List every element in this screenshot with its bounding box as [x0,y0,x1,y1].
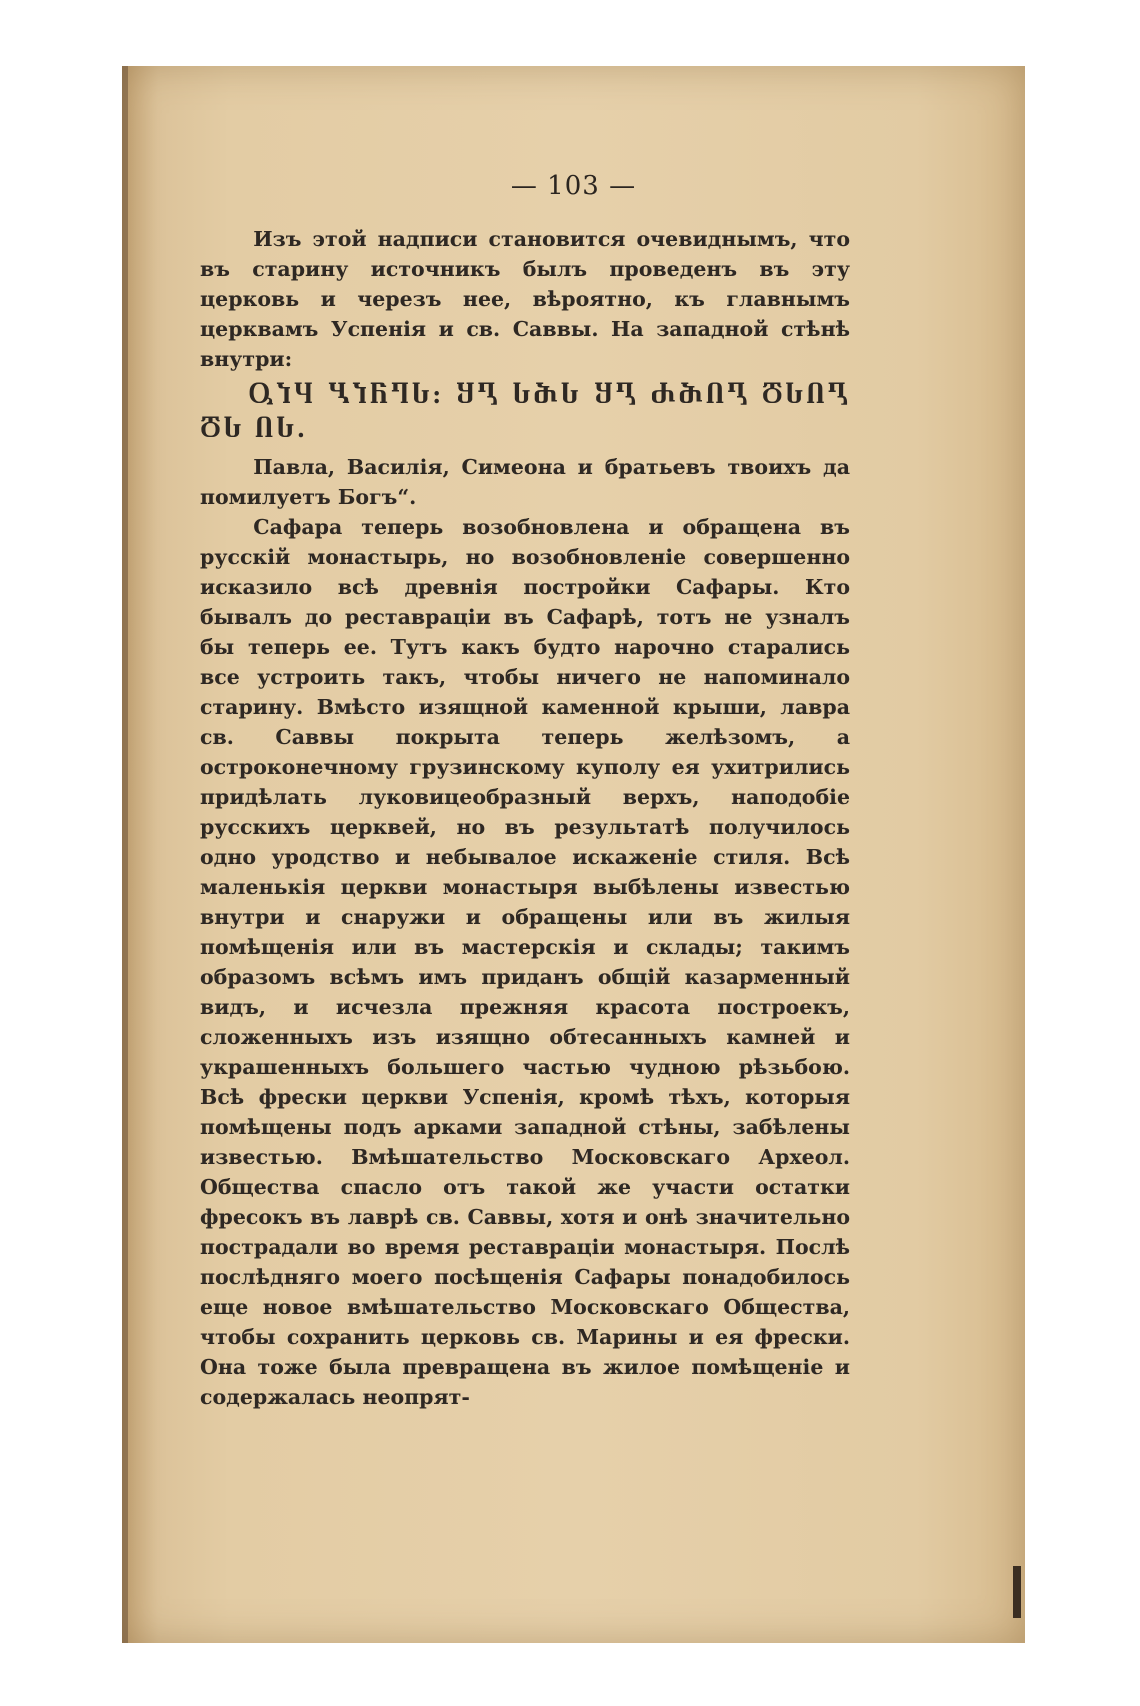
paragraph-inscription-intro: Изъ этой надписи становится очевиднымъ, что въ старину источникъ былъ проведенъ въ эту церковь и черезъ нее, вѣроятно, къ главнымъ церквамъ Успенія и св. Саввы. На западной стѣнѣ внутри: [200,227,850,371]
paragraph-safara-restoration: Сафара теперь возобновлена и обращена въ русскій монастырь, но возобновленіе совершенно исказило всѣ древнія постройки Сафары. Кто бывалъ до реставраціи въ Сафарѣ, тотъ не узналъ бы теперь ее. Тутъ какъ будто нарочно старались все устроить такъ, чтобы ничего не напоминало старину. Вмѣсто изящной каменной крыши, лавра св. Саввы покрыта теперь желѣзомъ, а остроконечному грузинскому куполу ея ухитрились придѣлать луковицеобразный верхъ, наподобіе русскихъ церквей, но въ результатѣ получилось одно уродство и небывалое искаженіе стиля. Всѣ маленькія церкви монастыря выбѣлены известью внутри и снаружи и обращены или въ жилыя помѣщенія или въ мастерскія и склады; такимъ образомъ всѣмъ имъ приданъ общій казарменный видъ, и исчезла прежняя красота построекъ, сложенныхъ изъ изящно обтесанныхъ камней и украшенныхъ большего частью чудною рѣзьбою. Всѣ фрески церкви Успенія, кромѣ тѣхъ, которыя помѣщены подъ арками западной стѣны, забѣлены известью. Вмѣшательство Московскаго Археол. Общества спасло отъ такой же участи остатки фресокъ въ лаврѣ св. Саввы, хотя и онѣ значительно пострадали во время реставраціи монастыря. Послѣ послѣдняго моего посѣщенія Сафары понадобилось еще новое вмѣшательство Московскаго Общества, чтобы сохранить церковь св. Марины и ея фрески. Она тоже была превращена въ жилое помѣщеніе и содержалась неопрят- [200,515,850,1409]
georgian-inscription: ႳႨႷ ႡႨႬႤႱ: ႸႢ ႱႫႱ ႸႢ ႻႫႶႢ ႣႱႶႢ ႣႱ ႶႱ. [200,380,850,443]
book-page [122,66,1025,1643]
paragraph-inscription-translation: Павла, Василія, Симеона и братьевъ твоихъ да помилуетъ Богъ“. [200,455,850,509]
page-body [200,224,850,1412]
page-number: — 103 — [510,171,637,201]
